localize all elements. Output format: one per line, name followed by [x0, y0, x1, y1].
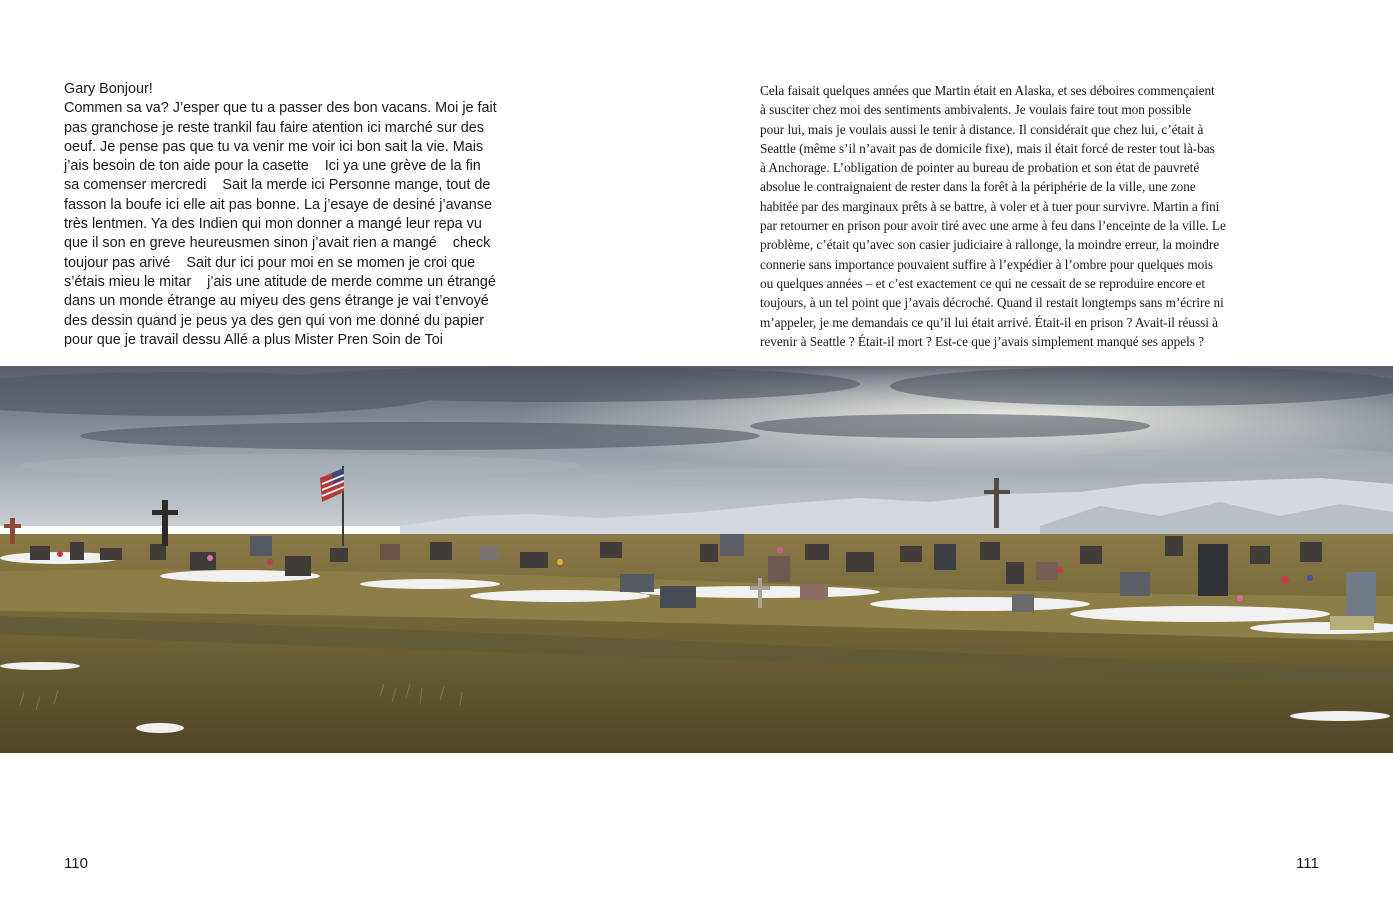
letter-line: sa comenser mercredi Sait la merde ici Personne mange, tout de — [64, 177, 491, 194]
letter-line: dans un monde étrange au miyeu des gens étrange je vai t’envoyé — [64, 293, 489, 310]
prose-line: à susciter chez moi des sentiments ambivalents. Je voulais faire tout mon possible — [760, 102, 1192, 118]
prose-line: à Anchorage. L’obligation de pointer au bureau de probation et son état de pauvreté — [760, 160, 1200, 176]
narrative-paragraph — [760, 81, 1260, 351]
page-number-left: 110 — [64, 855, 88, 872]
letter-line: que il son en greve heureusmen sinon j’avait rien a mangé check — [64, 235, 491, 252]
letter-line: s’étais mieu le mitar j’ais une atitude de merde comme un étrangé — [64, 273, 496, 290]
prose-line: Cela faisait quelques années que Martin était en Alaska, et ses déboires commençaient — [760, 83, 1215, 98]
prose-line: habitée par des marginaux prêts à se battre, à voler et à tuer pour survivre. Martin a fini — [760, 198, 1220, 214]
letter-line: des dessin quand je peus ya des gen qui von me donné du papier — [64, 312, 485, 329]
prose-line: ou quelques années – et c’est exactement ce qui ne cessait de se reproduire encore et — [760, 275, 1206, 291]
letter-line: oeuf. Je pense pas que tu va venir me voir ici bon sait la vie. Mais — [64, 138, 484, 155]
prose-line: problème, c’était qu’avec son casier judiciaire à rallonge, la moindre erreur, la moindre — [760, 237, 1220, 253]
prose-line: par retourner en prison pour avoir tiré avec une arme à feu dans l’enceinte de la ville. Le — [760, 218, 1226, 234]
prose-line: toujours, à un tel point que j’avais décroché. Quand il restait longtemps sans m’écrire ni — [760, 295, 1224, 311]
prose-line: Seattle (même s’il n’avait pas de domicile fixe), mais il était forcé de rester tout là-bas — [760, 140, 1215, 156]
prose-line: absolue le contraignaient de rester dans la forêt à la périphérie de la ville, une zone — [760, 179, 1196, 195]
cemetery-panorama-photo — [0, 366, 1393, 753]
handwritten-letter-transcript — [64, 80, 534, 350]
letter-line: j’ais besoin de ton aide pour la casette Ici ya une grève de la fin — [64, 158, 481, 175]
letter-line: Commen sa va? J’esper que tu a passer des bon vacans. Moi je fait — [64, 100, 497, 117]
letter-line: fasson la boufe ici elle ait pas bonne. La j’esaye de desiné j’avanse — [64, 196, 493, 213]
prose-line: connerie sans importance pouvaient suffire à l’expédier à l’ombre pour quelques mois — [760, 256, 1214, 272]
prose-line: m’appeler, je me demandais ce qu’il lui était arrivé. Était-il en prison ? Avait-il réussi à — [760, 314, 1218, 330]
letter-line: pour que je travail dessu Allé a plus Mister Pren Soin de Toi — [64, 331, 443, 348]
letter-line: très lentmen. Ya des Indien qui mon donner a mangé leur repa vu — [64, 216, 482, 233]
prose-line: revenir à Seattle ? Était-il mort ? Est-ce que j’avais simplement manqué ses appels ? — [760, 333, 1204, 349]
page-number-right: 111 — [1296, 855, 1319, 872]
letter-line: toujour pas arivé Sait dur ici pour moi en se momen je croi que — [64, 254, 476, 271]
letter-line: Gary Bonjour! — [64, 81, 153, 97]
prose-line: pour lui, mais je voulais aussi le tenir à distance. Il considérait que chez lui, c’était à — [760, 121, 1204, 137]
letter-line: pas granchose je reste trankil fau faire atention ici marché sur des — [64, 119, 484, 136]
